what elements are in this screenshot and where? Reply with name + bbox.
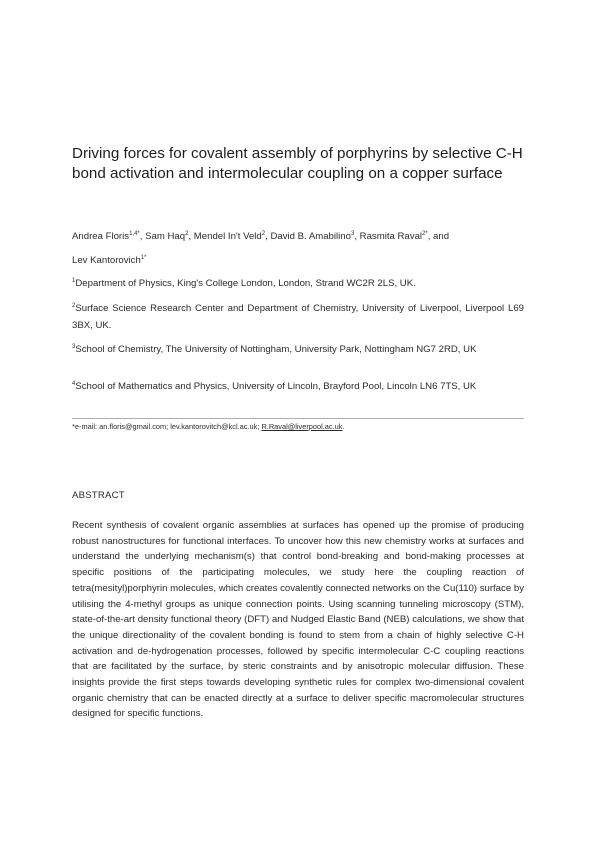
author: David B. Amabilino$^3$: [270, 231, 355, 242]
affiliation-1: $^1$Department of Physics, King's College London, London, Strand WC2R 2LS, UK.: [72, 278, 416, 289]
author-affil-sup: 2: [261, 231, 266, 237]
footnote-divider: [72, 418, 524, 419]
author-list: Andrea Floris$^{1,4*}$, Sam Haq$^2$, Mendel In't Veld$^2$, David B. Amabilino$^3$, Rasmita Raval$^{2*}$, and Lev Kantorovich$^{1*}$: [72, 231, 450, 266]
abstract-heading: ABSTRACT: [72, 490, 125, 501]
affiliation-2: $^2$Surface Science Research Center and Department of Chemistry, University of Liverpool, Liverpool L69 3BX, UK.: [72, 303, 524, 331]
author: Lev Kantorovich$^{1*}$: [72, 255, 147, 266]
author-affil-sup: 2*: [422, 231, 428, 237]
author-affil-sup: 1,4*: [129, 231, 140, 237]
abstract-text: Recent synthesis of covalent organic assemblies at surfaces has opened up the promise of producing robust nanostructures for functional interfaces. To uncover how this new chemistry works at surfaces and understand the underlying mechanism(s) that control bond-breaking and bond-making processes at specific positions of the participating molecules, we study here the coupling reaction of tetra(mesityl)porphyrin molecules, which creates covalently connected networks on the Cu(110) surface by utilising the 4-methyl groups as unique connection points. Using scanning tunneling microscopy (STM), state-of-the-art density functional theory (DFT) and Nudged Elastic Band (NEB) calculations, we show that the unique directionality of the covalent bonding is found to stem from a chain of highly selective C-H activation and de-hydrogenation processes, followed by specific intermolecular C-C coupling reactions that are facilitated by the surface, by steric constraints and by anisotropic molecular diffusion. These insights provide the first steps towards developing synthetic rules for complex two-dimensional covalent organic chemistry that can be enacted directly at a surface to deliver specific macromolecular structures designed for specific functions.: [72, 520, 524, 720]
author-affil-sup: 3: [350, 231, 355, 237]
paper-title: Driving forces for covalent assembly of porphyrins by selective C-H bond activation and intermolecular coupling on a copper surface: [72, 145, 523, 182]
author: Andrea Floris$^{1,4*}$: [72, 231, 140, 242]
affiliation-3: $^3$School of Chemistry, The University of Nottingham, University Park, Nottingham NG7 2RD, UK: [72, 344, 477, 355]
author: Sam Haq$^2$: [145, 231, 189, 242]
email-link[interactable]: R.Raval@liverpool.ac.uk: [261, 422, 343, 431]
affiliation-4: $^4$School of Mathematics and Physics, University of Lincoln, Brayford Pool, Lincoln LN6 7TS, UK: [72, 381, 477, 392]
corresponding-email-note: *e-mail: an.floris@gmail.com; lev.kantorovitch@kcl.ac.uk; R.Raval@liverpool.ac.uk.: [72, 422, 345, 431]
author: Rasmita Raval$^{2*}$: [359, 231, 428, 242]
author-affil-sup: 2: [185, 231, 189, 237]
author: Mendel In't Veld$^2$: [193, 231, 266, 242]
author-affil-sup: 1*: [140, 255, 147, 261]
